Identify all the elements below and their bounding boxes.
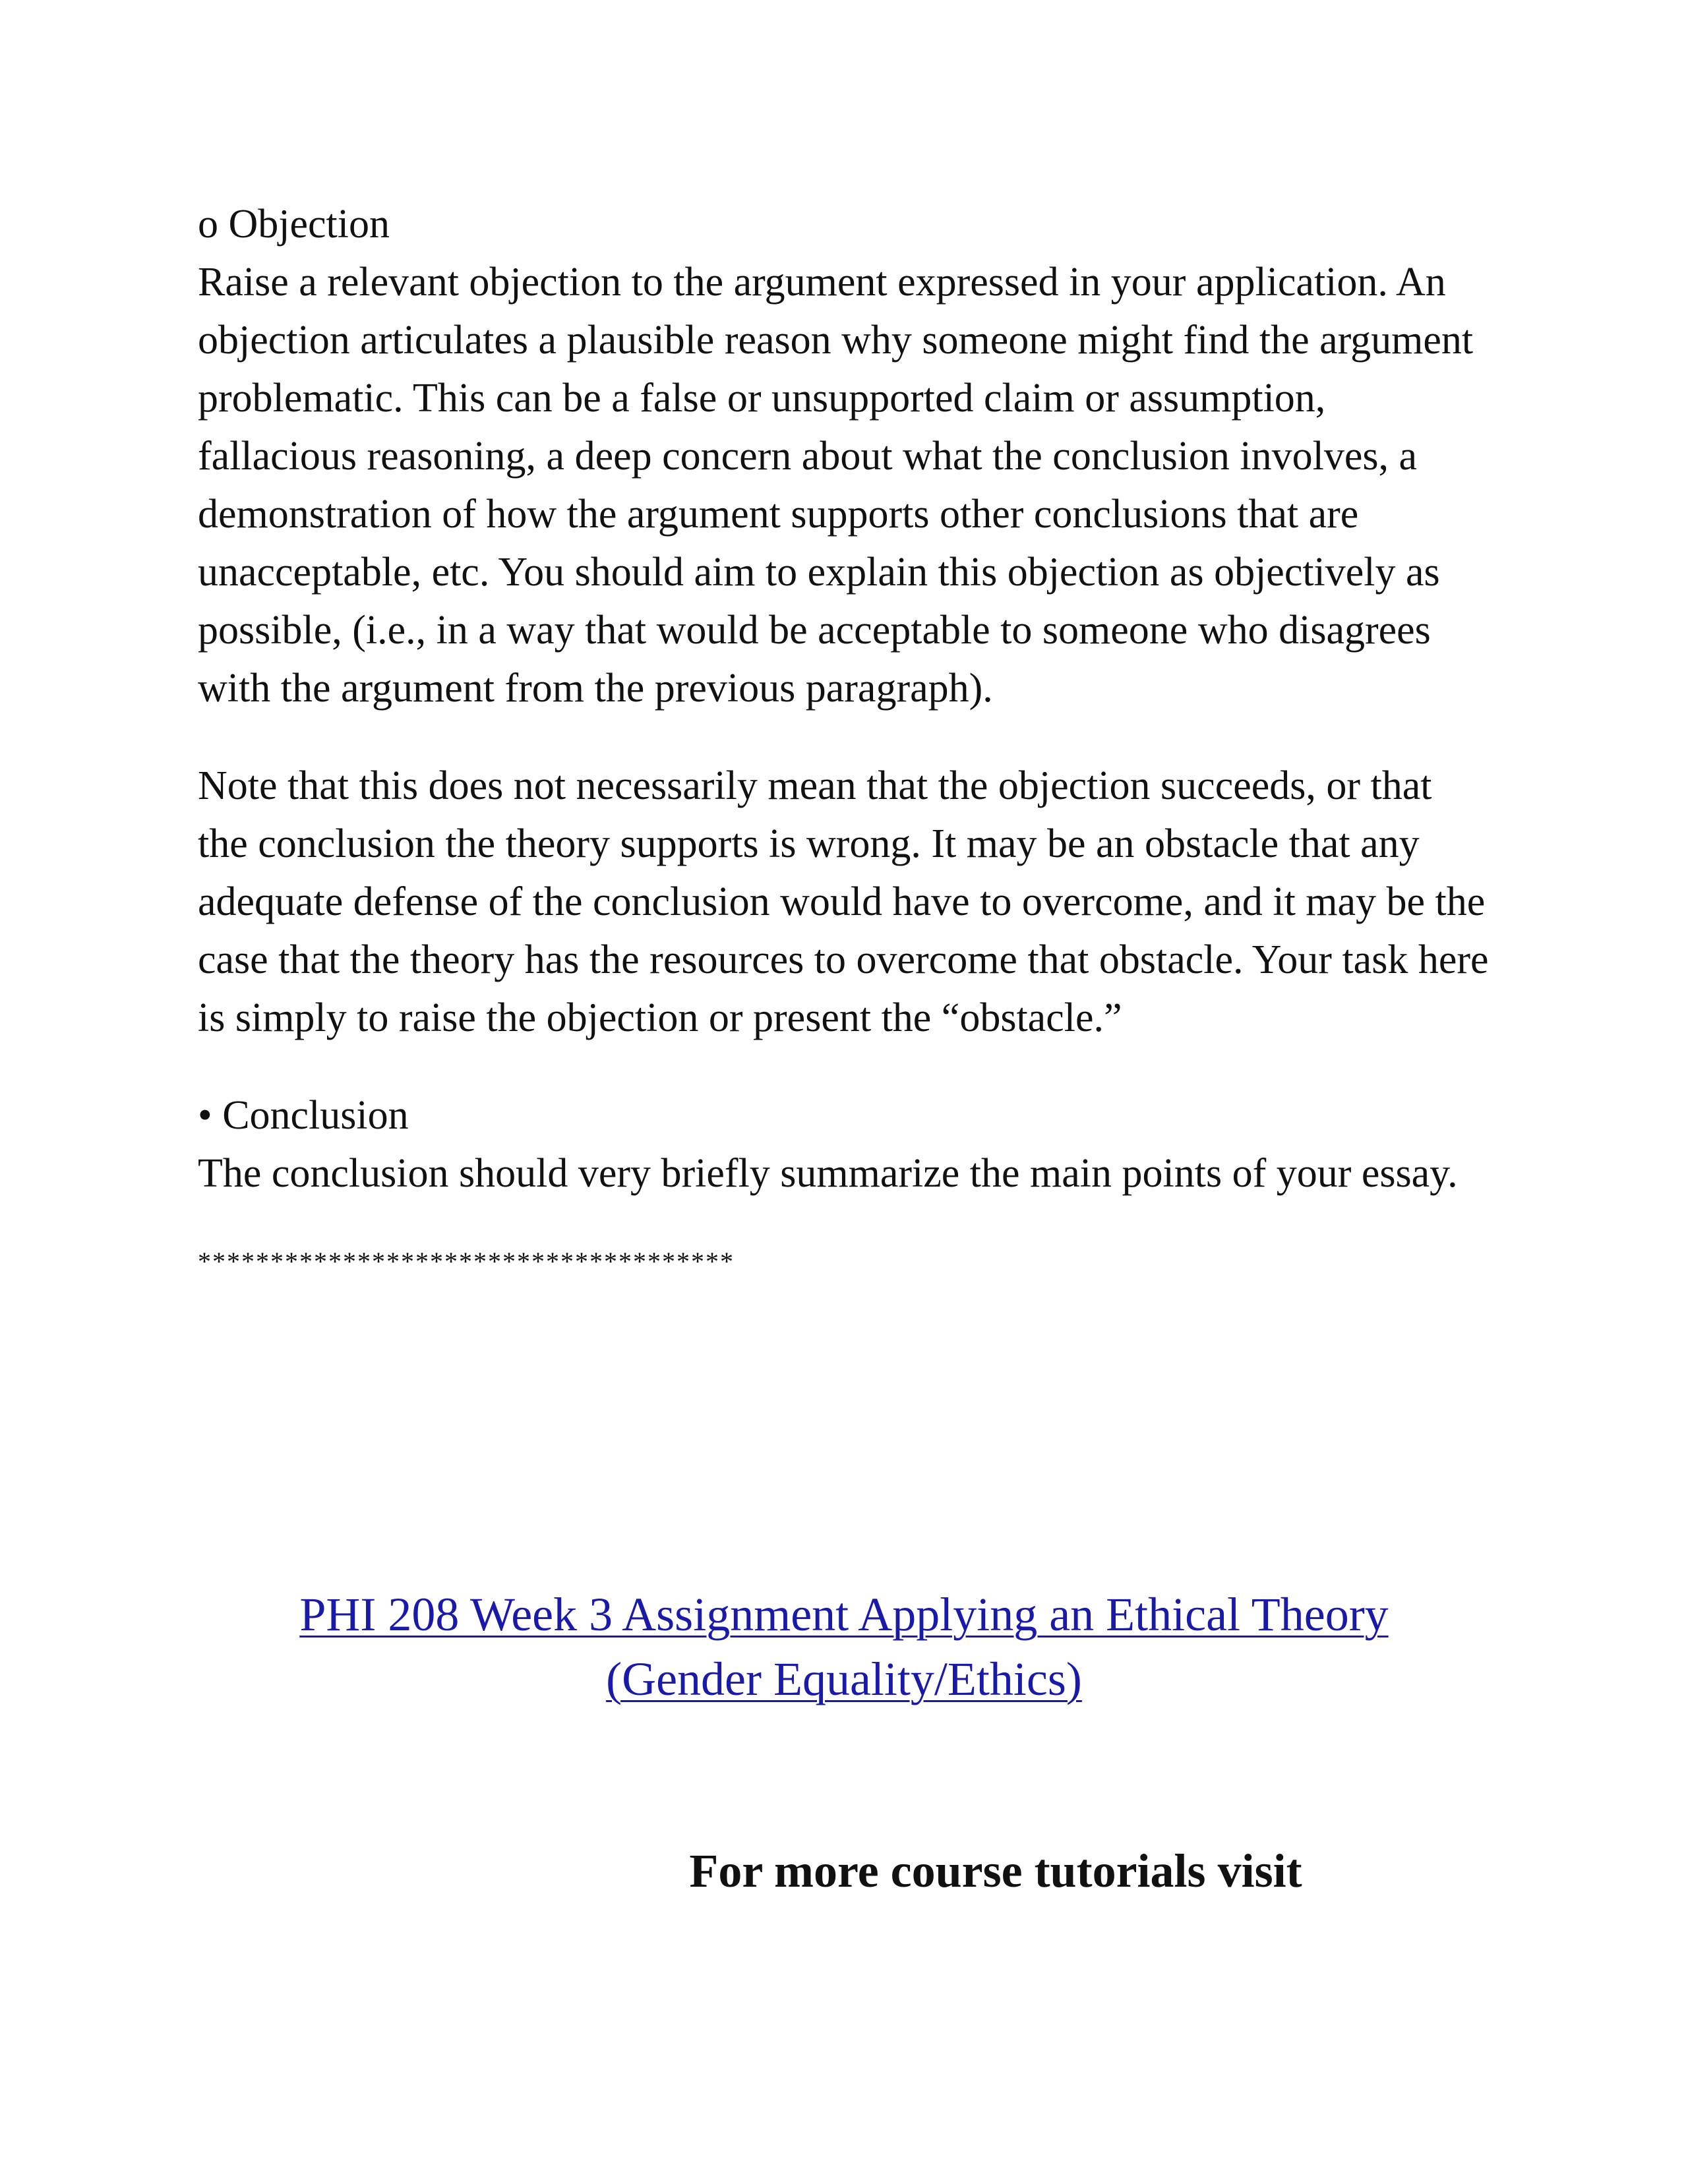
document-content — [198, 195, 1490, 1282]
separator-stars: ************************************* — [198, 1247, 735, 1276]
course-link-line1: PHI 208 Week 3 Assignment Applying an Ethical Theory — [299, 1588, 1389, 1641]
objection-section — [198, 195, 1490, 717]
footer-cta: For more course tutorials visit — [689, 1845, 1302, 1897]
course-link-line2: (Gender Equality/Ethics) — [606, 1653, 1082, 1705]
objection-body: Raise a relevant objection to the argument expressed in your application. An objection articulates a plausible reason why someone might find the argument problematic. This can be a false or unsupported claim or assumption, fallacious reasoning, a deep concern about what the conclusion involves, a demonstration of how the argument supports other conclusions that are unacceptable, etc. You should aim to explain this objection as objectively as possible, (i.e., in a way that would be acceptable to someone who disagrees with the argument from the previous paragraph). — [198, 260, 1474, 711]
course-link[interactable] — [299, 1588, 1388, 1705]
conclusion-section — [198, 1086, 1490, 1202]
objection-heading: o Objection — [198, 202, 390, 247]
conclusion-body: The conclusion should very briefly summarize the main points of your essay. — [198, 1151, 1458, 1196]
course-link-block — [0, 1582, 1688, 1711]
note-paragraph: Note that this does not necessarily mean that the objection succeeds, or that the conclusion the theory supports is wrong. It may be an obstacle that any adequate defense of the conclusion would have to overcome, and it may be the case that the theory has the resources to overcome that obstacle. Your task here is simply to raise the objection or present the “obstacle.” — [198, 763, 1489, 1040]
conclusion-heading: • Conclusion — [198, 1093, 409, 1138]
